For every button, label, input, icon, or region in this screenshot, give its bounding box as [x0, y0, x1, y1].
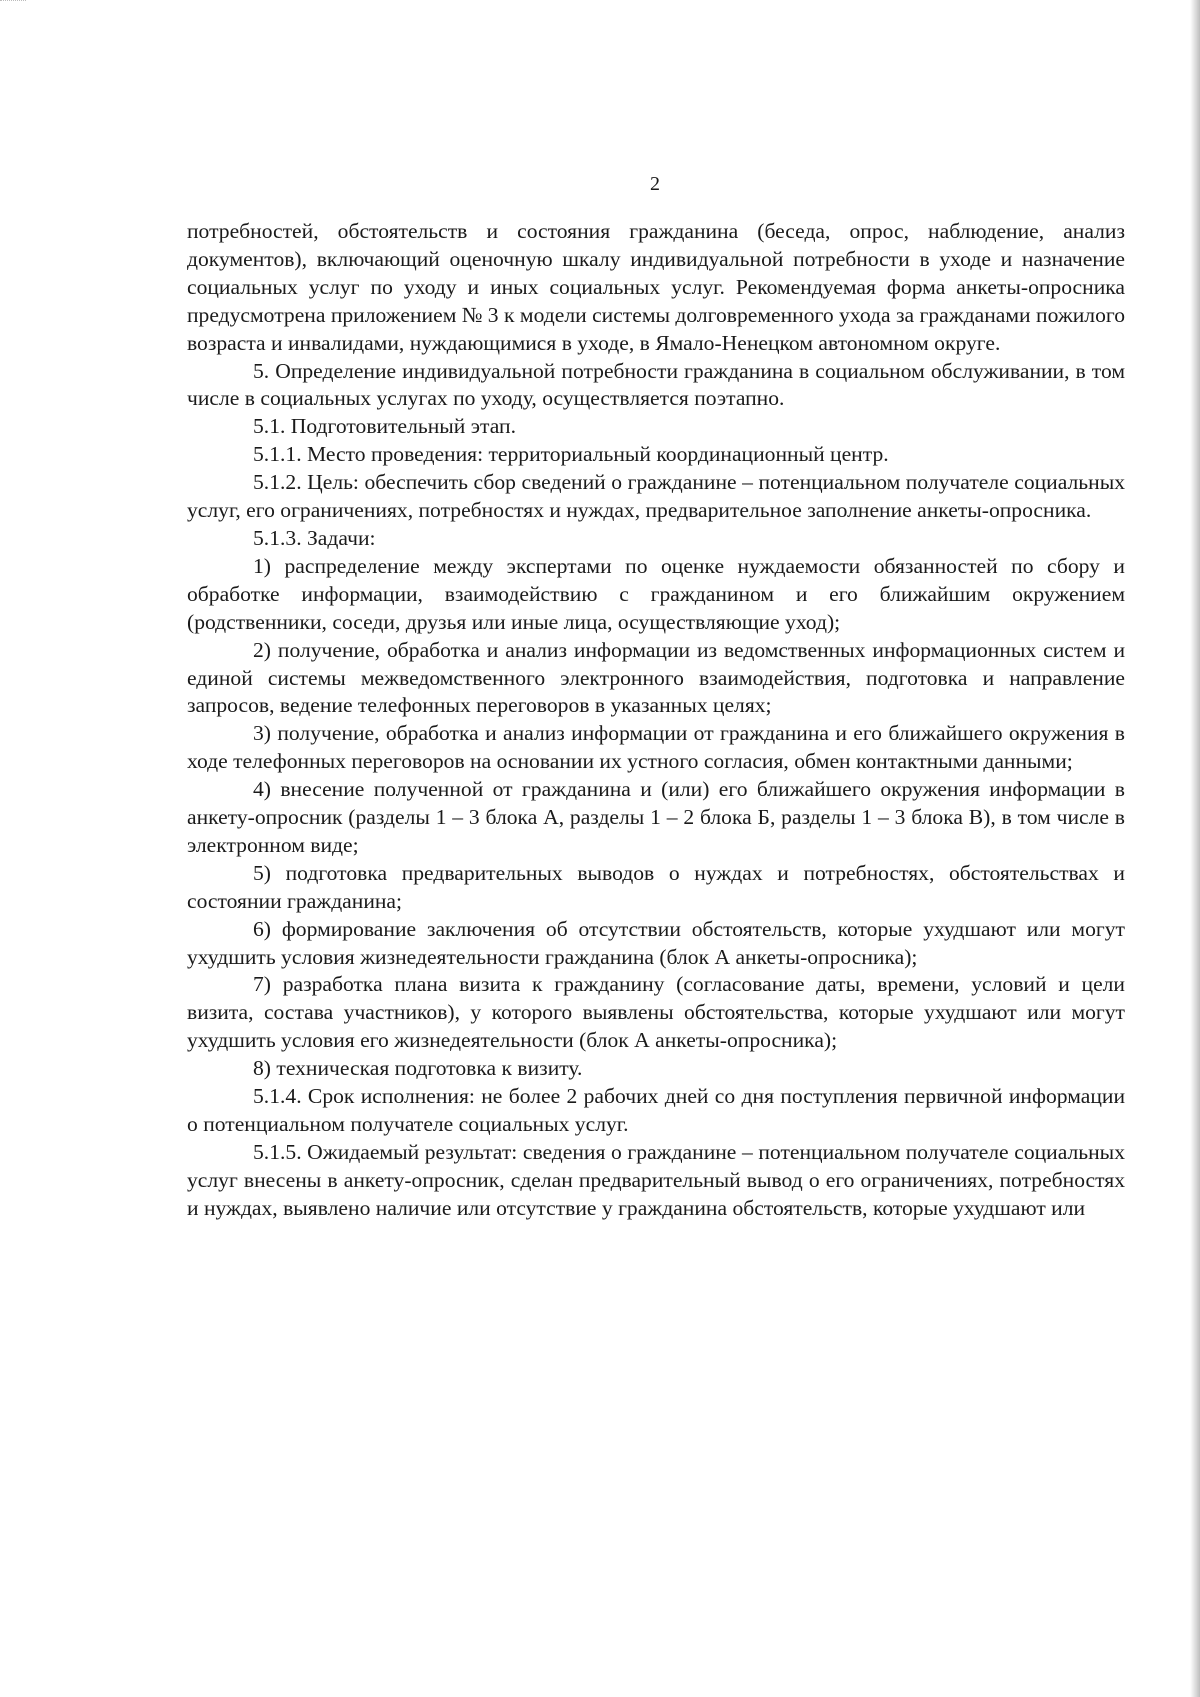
list-item-task-5: 5) подготовка предварительных выводов о нуждах и потребностях, обстоятельствах и состоянии гражданина; — [187, 860, 1125, 913]
list-item-task-2: 2) получение, обработка и анализ информации из ведомственных информационных систем и единой системы межведомственного электронного взаимодействия, подготовка и направление запросов, ведение телефонных переговоров в указанных целях; — [187, 637, 1125, 718]
paragraph-section-5-1-5: 5.1.5. Ожидаемый результат: сведения о гражданине – потенциальном получателе социальных услуг внесены в анкету-опросник, сделан предварительный вывод о его ограничениях, потребностях и нуждах, выявлено наличие или отсутствие у гражданина обстоятельств, которые ухудшают или — [187, 1139, 1125, 1220]
page-number: 2 — [650, 173, 660, 195]
scan-corner-mark — [0, 0, 26, 7]
list-item-task-1: 1) распределение между экспертами по оценке нуждаемости обязанностей по сбору и обработке информации, взаимодействию с гражданином и его ближайшим окружением (родственники, соседи, друзья или иные лица, осуществляющие уход); — [187, 553, 1125, 634]
paragraph-section-5-1: 5.1. Подготовительный этап. — [253, 414, 516, 439]
paragraph-section-5-1-3: 5.1.3. Задачи: — [253, 525, 376, 550]
list-item-task-6: 6) формирование заключения об отсутствии обстоятельств, которые ухудшают или могут ухудшить условия жизнедеятельности гражданина (блок А анкеты-опросника); — [187, 916, 1125, 969]
paragraph-section-5-1-2: 5.1.2. Цель: обеспечить сбор сведений о гражданине – потенциальном получателе социальных услуг, его ограничениях, потребностях и нуждах, предварительное заполнение анкеты-опросника. — [187, 470, 1125, 523]
document-body — [187, 218, 1125, 1223]
paragraph-section-5-1-4: 5.1.4. Срок исполнения: не более 2 рабочих дней со дня поступления первичной информации о потенциальном получателе социальных услуг. — [187, 1084, 1125, 1136]
paragraph-section-5-1-1: 5.1.1. Место проведения: территориальный координационный центр. — [253, 442, 889, 467]
list-item-task-7: 7) разработка плана визита к гражданину (согласование даты, времени, условий и цели визита, состава участников), у которого выявлены обстоятельства, которые ухудшают или могут ухудшить условия его жизнедеятельности (блок А анкеты-опросника); — [187, 972, 1125, 1053]
paragraph-continuation: потребностей, обстоятельств и состояния гражданина (беседа, опрос, наблюдение, анализ документов), включающий оценочную шкалу индивидуальной потребности в уходе и назначение социальных услуг по уходу и иных социальных услуг. Рекомендуемая форма анкеты-опросника предусмотрена приложением № 3 к модели системы долговременного ухода за гражданами пожилого возраста и инвалидами, нуждающимися в уходе, в Ямало-Ненецком автономном округе. — [187, 219, 1125, 355]
page-edge-shadow — [1190, 0, 1200, 1697]
paragraph-section-5: 5. Определение индивидуальной потребности гражданина в социальном обслуживании, в том числе в социальных услугах по уходу, осуществляется поэтапно. — [187, 358, 1125, 411]
list-item-task-3: 3) получение, обработка и анализ информации от гражданина и его ближайшего окружения в ходе телефонных переговоров на основании их устного согласия, обмен контактными данными; — [187, 721, 1125, 774]
list-item-task-4: 4) внесение полученной от гражданина и (или) его ближайшего окружения информации в анкету-опросник (разделы 1 – 3 блока А, разделы 1 – 2 блока Б, разделы 1 – 3 блока В), в том числе в электронном виде; — [187, 777, 1125, 857]
list-item-task-8: 8) техническая подготовка к визиту. — [253, 1056, 583, 1081]
